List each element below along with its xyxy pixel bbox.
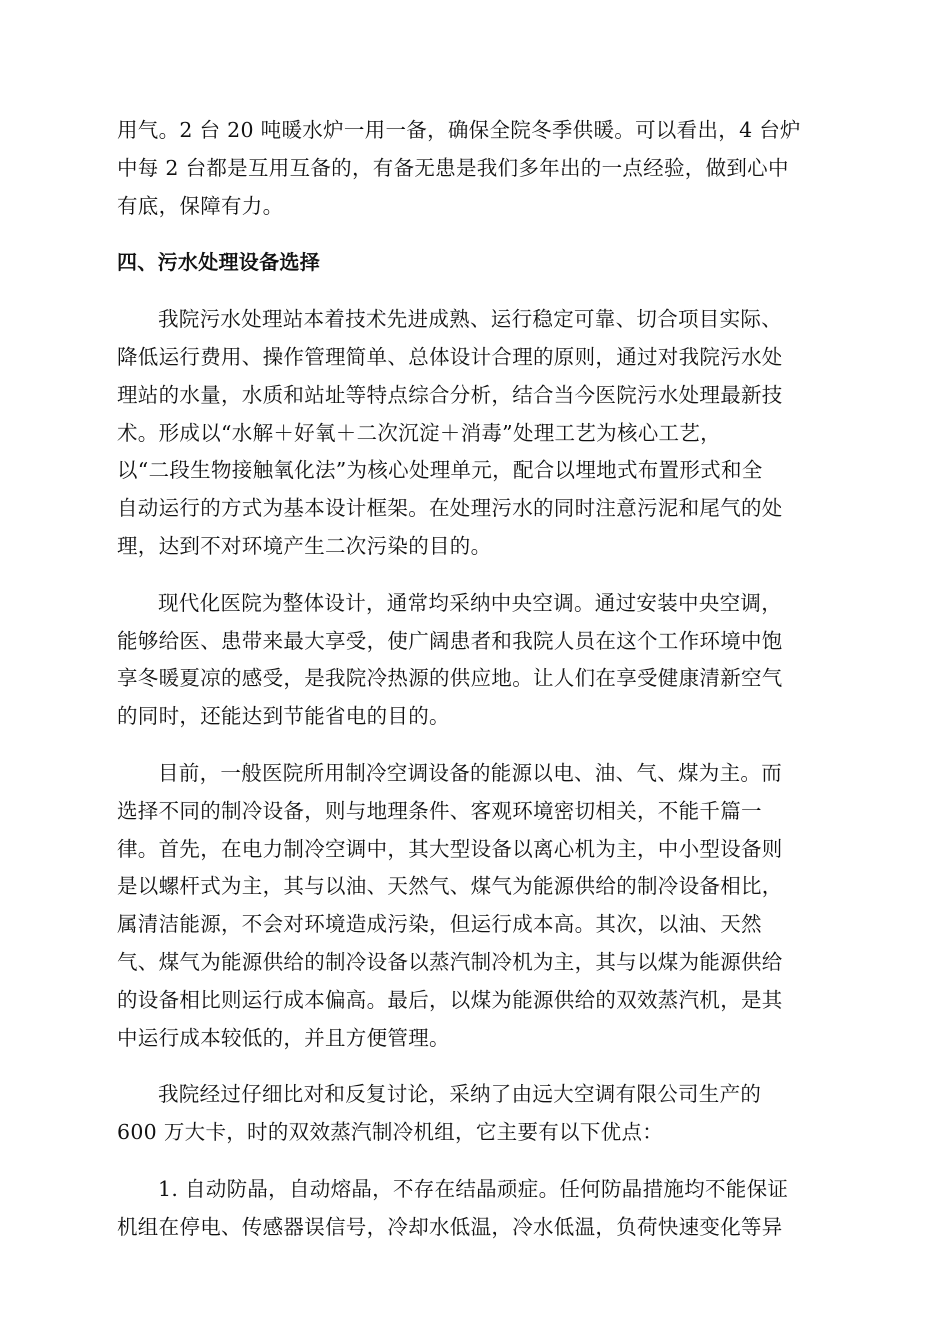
text-line: 自动运行的方式为基本设计框架。在处理污水的同时注意污泥和尾气的处 (117, 496, 783, 521)
text-line: 600 万大卡，时的双效蒸汽制冷机组，它主要有以下优点： (117, 1120, 664, 1145)
paragraph-chiller-selection (117, 1076, 835, 1152)
text-line: 机组在停电、传感器误信号，冷却水低温，冷水低温，负荷快速变化等异 (117, 1214, 783, 1239)
text-line: 理，达到不对环境产生二次污染的目的。 (117, 533, 492, 558)
document-page (117, 112, 835, 1266)
text-line: 属清洁能源，不会对环境造成污染，但运行成本高。其次，以油、天然 (117, 912, 762, 937)
text-line: 中运行成本较低的，并且方便管理。 (117, 1025, 450, 1050)
text-line: 以“二段生物接触氧化法”为核心处理单元，配合以埋地式布置形式和全 (117, 458, 763, 483)
paragraph-sewage-treatment (117, 301, 835, 566)
text-line: 能够给医、患带来最大享受，使广阔患者和我院人员在这个工作环境中饱 (117, 628, 783, 653)
text-line: 我院经过仔细比对和反复讨论，采纳了由远大空调有限公司生产的 (158, 1082, 762, 1107)
paragraph-energy-sources (117, 755, 835, 1057)
section-heading: 四、污水处理设备选择 (117, 250, 320, 275)
text-line: 我院污水处理站本着技术先进成熟、运行稳定可靠、切合项目实际、 (158, 307, 782, 332)
text-line: 享冬暖夏凉的感受，是我院冷热源的供应地。让人们在享受健康清新空气 (117, 666, 783, 691)
text-line: 理站的水量，水质和站址等特点综合分析，结合当今医院污水处理最新技 (117, 382, 783, 407)
intro-paragraph (117, 112, 835, 225)
text-line: 1. 自动防晶，自动熔晶，不存在结晶顽症。任何防晶措施均不能保证 (158, 1176, 789, 1201)
text-line: 是以螺杆式为主，其与以油、天然气、煤气为能源供给的制冷设备相比， (117, 874, 783, 899)
text-line: 术。形成以“水解＋好氧＋二次沉淀＋消毒”处理工艺为核心工艺， (117, 420, 721, 445)
text-line: 气、煤气为能源供给的制冷设备以蒸汽制冷机为主，其与以煤为能源供给 (117, 949, 783, 974)
text-line: 律。首先，在电力制冷空调中，其大型设备以离心机为主，中小型设备则 (117, 836, 783, 861)
paragraph-central-ac (117, 585, 835, 736)
text-line: 中每 2 台都是互用互备的，有备无患是我们多年出的一点经验，做到心中 (117, 155, 789, 180)
text-line: 选择不同的制冷设备，则与地理条件、客观环境密切相关，不能千篇一 (117, 798, 762, 823)
text-line: 有底，保障有力。 (117, 193, 284, 218)
text-line: 降低运行费用、操作管理简单、总体设计合理的原则，通过对我院污水处 (117, 344, 783, 369)
paragraph-advantage-1 (117, 1171, 835, 1247)
text-line: 的同时，还能达到节能省电的目的。 (117, 704, 450, 729)
text-line: 现代化医院为整体设计，通常均采纳中央空调。通过安装中央空调， (158, 590, 782, 615)
text-line: 的设备相比则运行成本偏高。最后，以煤为能源供给的双效蒸汽机，是其 (117, 987, 783, 1012)
text-line: 目前，一般医院所用制冷空调设备的能源以电、油、气、煤为主。而 (158, 760, 782, 785)
text-line: 用气。2 台 20 吨暖水炉一用一备，确保全院冬季供暖。可以看出，4 台炉 (117, 118, 801, 142)
